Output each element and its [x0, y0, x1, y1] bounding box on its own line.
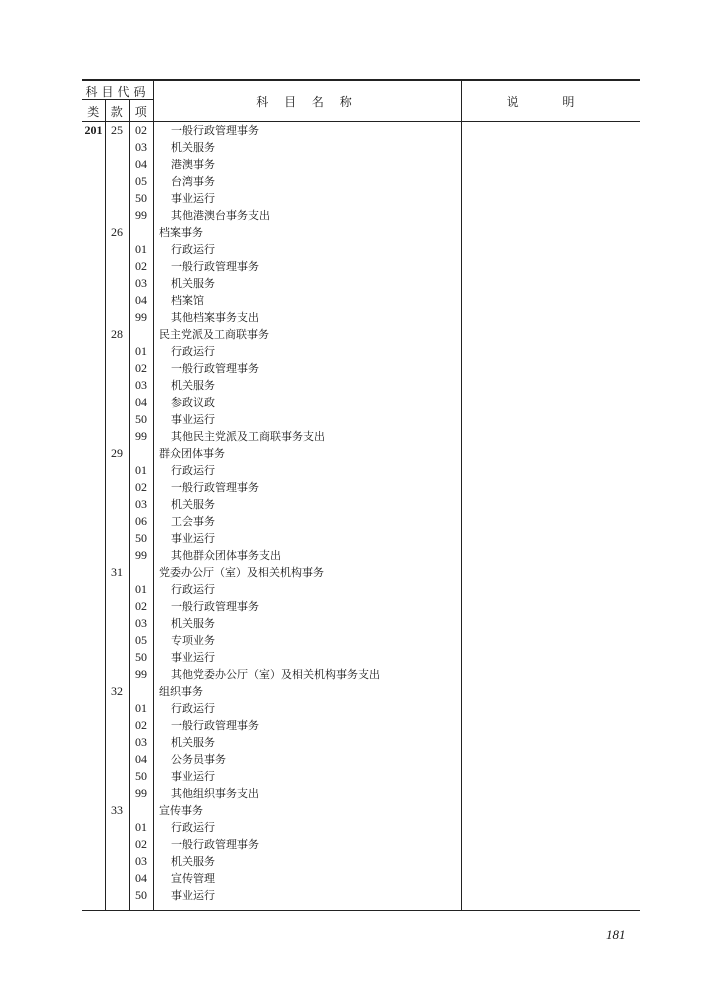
header-col-desc: 说 明 — [506, 95, 595, 109]
table-row — [82, 819, 640, 836]
cell-name: 事业运行 — [171, 413, 215, 426]
cell-name: 事业运行 — [171, 532, 215, 545]
cell-xiang: 50 — [135, 650, 147, 664]
cell-xiang: 05 — [135, 174, 147, 188]
cell-name: 一般行政管理事务 — [171, 260, 259, 273]
table-row — [82, 768, 640, 785]
cell-xiang: 04 — [135, 871, 147, 885]
cell-name: 事业运行 — [171, 651, 215, 664]
table-row — [82, 224, 640, 241]
cell-xiang: 01 — [135, 344, 147, 358]
header-col-name: 科 目 名 称 — [256, 95, 358, 109]
cell-name: 事业运行 — [171, 770, 215, 783]
cell-xiang: 03 — [135, 735, 147, 749]
cell-xiang: 02 — [135, 837, 147, 851]
cell-name: 事业运行 — [171, 192, 215, 205]
cell-xiang: 05 — [135, 633, 147, 647]
table-row — [82, 751, 640, 768]
cell-name: 民主党派及工商联事务 — [159, 328, 269, 341]
cell-name: 其他港澳台事务支出 — [171, 209, 270, 222]
table-row — [82, 802, 640, 819]
cell-xiang: 02 — [135, 718, 147, 732]
cell-name: 一般行政管理事务 — [171, 481, 259, 494]
cell-name: 机关服务 — [171, 141, 215, 154]
cell-xiang: 04 — [135, 293, 147, 307]
table-row — [82, 411, 640, 428]
table-row — [82, 496, 640, 513]
cell-xiang: 02 — [135, 123, 147, 137]
cell-name: 档案馆 — [171, 294, 204, 307]
table-row — [82, 683, 640, 700]
table-row — [82, 479, 640, 496]
cell-name: 行政运行 — [171, 821, 215, 834]
table-row — [82, 275, 640, 292]
cell-xiang: 99 — [135, 786, 147, 800]
table-row — [82, 377, 640, 394]
cell-name: 机关服务 — [171, 498, 215, 511]
table-row — [82, 547, 640, 564]
cell-xiang: 03 — [135, 497, 147, 511]
cell-name: 事业运行 — [171, 889, 215, 902]
table-row — [82, 853, 640, 870]
table-row — [82, 326, 640, 343]
cell-xiang: 03 — [135, 276, 147, 290]
cell-xiang: 50 — [135, 412, 147, 426]
header-col-xiang: 项 — [134, 105, 148, 119]
cell-name: 一般行政管理事务 — [171, 124, 259, 137]
table-row — [82, 207, 640, 224]
table-row — [82, 581, 640, 598]
table-row — [82, 173, 640, 190]
header-col-kuan: 款 — [110, 105, 124, 119]
cell-xiang: 03 — [135, 616, 147, 630]
table-top-rule — [82, 79, 640, 81]
cell-xiang: 99 — [135, 310, 147, 324]
header-col-lei: 类 — [87, 105, 100, 119]
cell-kuan: 33 — [111, 803, 123, 817]
cell-name: 港澳事务 — [171, 158, 215, 171]
table-row — [82, 445, 640, 462]
cell-name: 专项业务 — [171, 634, 215, 647]
cell-xiang: 02 — [135, 361, 147, 375]
cell-xiang: 99 — [135, 548, 147, 562]
cell-lei: 201 — [84, 123, 103, 137]
cell-xiang: 04 — [135, 752, 147, 766]
cell-xiang: 50 — [135, 531, 147, 545]
header-code-group: 科目代码 — [85, 85, 150, 99]
cell-xiang: 02 — [135, 599, 147, 613]
table-row — [82, 360, 640, 377]
table-row — [82, 870, 640, 887]
cell-xiang: 50 — [135, 769, 147, 783]
table-row — [82, 530, 640, 547]
cell-name: 机关服务 — [171, 277, 215, 290]
table-row — [82, 309, 640, 326]
cell-xiang: 50 — [135, 191, 147, 205]
cell-xiang: 01 — [135, 701, 147, 715]
cell-xiang: 03 — [135, 854, 147, 868]
cell-name: 行政运行 — [171, 345, 215, 358]
cell-xiang: 99 — [135, 667, 147, 681]
cell-xiang: 04 — [135, 395, 147, 409]
table-row — [82, 139, 640, 156]
cell-name: 行政运行 — [171, 464, 215, 477]
cell-name: 机关服务 — [171, 855, 215, 868]
cell-name: 公务员事务 — [171, 753, 226, 766]
cell-name: 工会事务 — [171, 515, 215, 528]
cell-name: 机关服务 — [171, 617, 215, 630]
table-bottom-rule — [82, 910, 640, 911]
cell-name: 行政运行 — [171, 583, 215, 596]
cell-name: 组织事务 — [159, 685, 203, 698]
cell-name: 其他档案事务支出 — [171, 311, 259, 324]
table-row — [82, 734, 640, 751]
table-row — [82, 615, 640, 632]
cell-kuan: 32 — [111, 684, 123, 698]
table-row — [82, 836, 640, 853]
table-row — [82, 258, 640, 275]
cell-name: 宣传事务 — [159, 804, 203, 817]
table-row — [82, 700, 640, 717]
table-row — [82, 564, 640, 581]
cell-xiang: 02 — [135, 480, 147, 494]
cell-kuan: 29 — [111, 446, 123, 460]
cell-xiang: 06 — [135, 514, 147, 528]
table-row — [82, 666, 640, 683]
cell-name: 机关服务 — [171, 379, 215, 392]
cell-name: 其他民主党派及工商联事务支出 — [171, 430, 325, 443]
cell-xiang: 01 — [135, 582, 147, 596]
cell-kuan: 26 — [111, 225, 123, 239]
cell-xiang: 03 — [135, 378, 147, 392]
cell-xiang: 04 — [135, 157, 147, 171]
cell-xiang: 02 — [135, 259, 147, 273]
cell-name: 宣传管理 — [171, 872, 215, 885]
cell-name: 行政运行 — [171, 243, 215, 256]
cell-name: 党委办公厅（室）及相关机构事务 — [159, 566, 324, 579]
cell-xiang: 03 — [135, 140, 147, 154]
page-number: 181 — [606, 927, 626, 942]
table-body — [82, 122, 640, 904]
cell-xiang: 01 — [135, 463, 147, 477]
table-row — [82, 241, 640, 258]
table-row — [82, 887, 640, 904]
cell-name: 一般行政管理事务 — [171, 838, 259, 851]
cell-name: 台湾事务 — [171, 175, 215, 188]
cell-name: 群众团体事务 — [159, 447, 225, 460]
table-row — [82, 717, 640, 734]
cell-name: 其他组织事务支出 — [171, 787, 259, 800]
cell-kuan: 25 — [111, 123, 123, 137]
cell-xiang: 01 — [135, 242, 147, 256]
cell-name: 行政运行 — [171, 702, 215, 715]
cell-xiang: 50 — [135, 888, 147, 902]
table-row — [82, 122, 640, 139]
table-row — [82, 785, 640, 802]
cell-xiang: 01 — [135, 820, 147, 834]
table-row — [82, 513, 640, 530]
table-row — [82, 156, 640, 173]
cell-xiang: 99 — [135, 429, 147, 443]
table-row — [82, 598, 640, 615]
table-row — [82, 343, 640, 360]
cell-name: 其他党委办公厅（室）及相关机构事务支出 — [171, 668, 380, 681]
table-row — [82, 190, 640, 207]
cell-kuan: 28 — [111, 327, 123, 341]
cell-name: 一般行政管理事务 — [171, 719, 259, 732]
cell-name: 一般行政管理事务 — [171, 362, 259, 375]
cell-kuan: 31 — [111, 565, 123, 579]
table-row — [82, 649, 640, 666]
cell-name: 其他群众团体事务支出 — [171, 549, 281, 562]
cell-name: 档案事务 — [159, 226, 203, 239]
cell-name: 参政议政 — [171, 396, 215, 409]
cell-xiang: 99 — [135, 208, 147, 222]
table-row — [82, 632, 640, 649]
table-row — [82, 428, 640, 445]
cell-name: 机关服务 — [171, 736, 215, 749]
table-row — [82, 462, 640, 479]
cell-name: 一般行政管理事务 — [171, 600, 259, 613]
table-row — [82, 394, 640, 411]
table-row — [82, 292, 640, 309]
